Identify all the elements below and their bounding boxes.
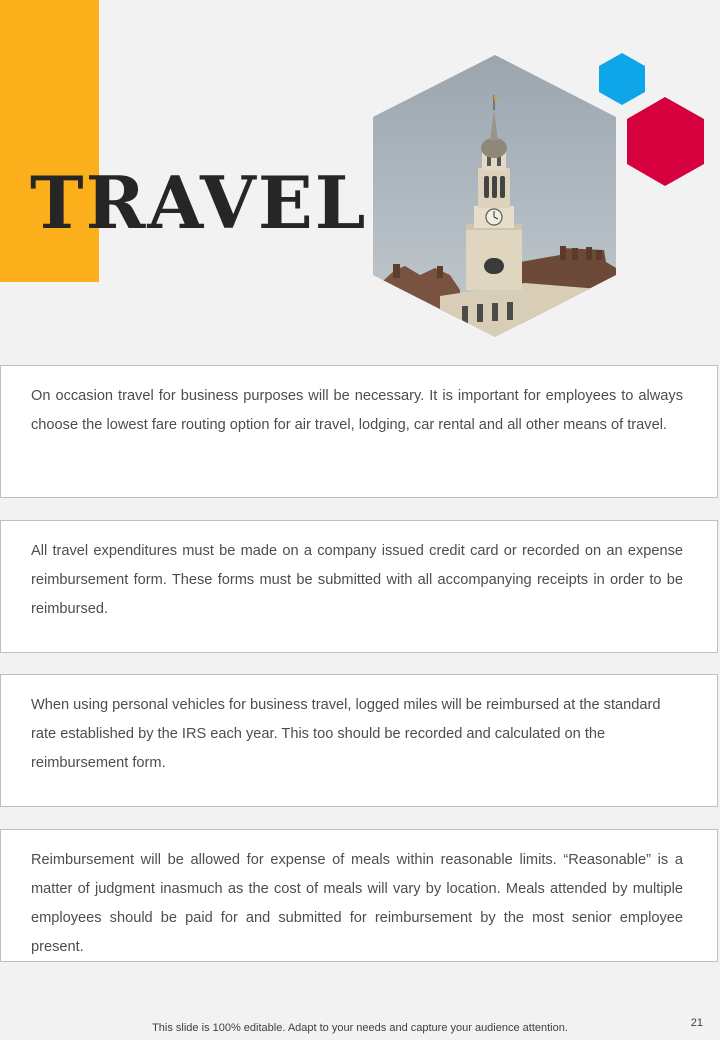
page-title: TRAVEL [30,160,368,245]
footer-note: This slide is 100% editable. Adapt to your needs and capture your audience attention. [152,1022,568,1034]
policy-paragraph: On occasion travel for business purposes will be necessary. It is important for employees to always choose the lowest fare routing option for air travel, lodging, car rental and all other means of travel. [31,388,683,433]
policy-card-4 [0,829,718,962]
hexagon-graphics [0,0,720,345]
page-number: 21 [690,1017,703,1029]
policy-paragraph: When using personal vehicles for business travel, logged miles will be reimbursed at the standard rate established by the IRS each year. This too should be recorded and calculated on the reimbursement form. [31,697,661,771]
clock-tower-photo-icon [373,55,616,337]
blue-hexagon [599,53,645,105]
crimson-hexagon [627,97,704,186]
policy-card-2 [0,520,718,653]
policy-paragraph: All travel expenditures must be made on a company issued credit card or recorded on an expense reimbursement form. These forms must be submitted with all accompanying receipts in order to be reimbursed. [31,543,683,617]
policy-card-3 [0,674,718,807]
policy-paragraph: Reimbursement will be allowed for expense of meals within reasonable limits. “Reasonable” is a matter of judgment inasmuch as the cost of meals will vary by location. Meals attended by multiple employees should be paid for and submitted for reimbursement by the most senior employee present. [31,852,683,955]
policy-card-1 [0,365,718,498]
